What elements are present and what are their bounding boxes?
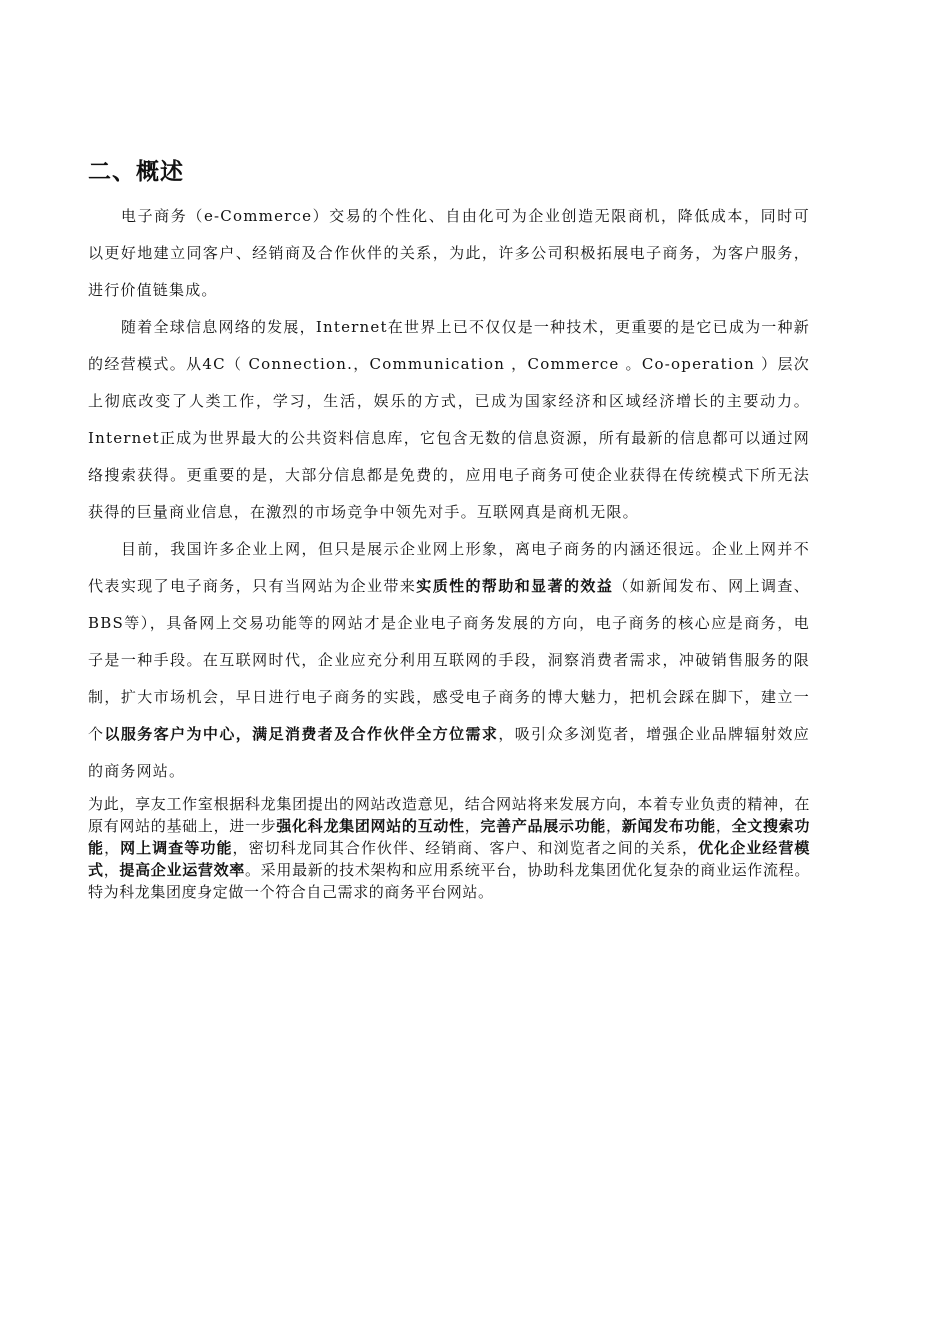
text-run: ，	[464, 817, 481, 835]
text-run: ，吸引众多浏览者，增强企业品牌辐射效应的商务网站。	[88, 725, 810, 780]
emphasis-text: 全文搜索功能	[88, 817, 810, 857]
text-run: （如新闻发布、网上调查、BBS等），具备网上交易功能等的网站才是企业电子商务发展的方向，电子商务的核心应是商务，电子是一种手段。在互联网时代，企业应充分利用互联网的手段，洞察消费者需求，冲破销售服务的限制，扩大市场机会，早日进行电子商务的实践，感受电子商务的博大魅力，把机会踩在脚下，建立一个	[88, 577, 810, 743]
body-text	[88, 198, 810, 903]
section-heading: 二、概述	[88, 159, 184, 185]
emphasis-text: 完善产品展示功能	[480, 817, 606, 835]
text-run: 。采用最新的技术架构和应用系统平台，协助科龙集团优化复杂的商业运作流程。特为科龙集团度身定做一个符合自己需求的商务平台网站。	[88, 861, 810, 901]
emphasis-text: 强化科龙集团网站的互动性	[276, 817, 465, 835]
emphasis-text: 优化企业经营模式	[88, 839, 811, 879]
text-run: 目前，我国许多企业上网，但只是展示企业网上形象，离电子商务的内涵还很远。企业上网并不代表实现了电子商务，只有当网站为企业带来	[88, 540, 810, 595]
emphasis-text: 实质性的帮助和显著的效益	[416, 577, 614, 595]
emphasis-text: 以服务客户为中心，满足消费者及合作伙伴全方位需求	[104, 725, 499, 743]
paragraph-proposal	[88, 793, 810, 903]
text-run: ，	[103, 861, 120, 879]
paragraph-ecommerce-intro: 电子商务（e-Commerce）交易的个性化、自由化可为企业创造无限商机，降低成本，同时可以更好地建立同客户、经销商及合作伙伴的关系，为此，许多公司积极拓展电子商务，为客户服务，进行价值链集成。	[88, 207, 810, 299]
emphasis-text: 新闻发布功能	[621, 817, 716, 835]
emphasis-text: 提高企业运营效率	[119, 861, 245, 879]
paragraph-internet: 随着全球信息网络的发展，Internet在世界上已不仅仅是一种技术，更重要的是它已成为一种新的经营模式。从4C（ Connection.，Communication ，Commerce 。Co-operation ）层次上彻底改变了人类工作，学习，生活，娱乐的方式，已成为国家经济和区域经济增长的主要动力。Internet正成为世界最大的公共资料信息库，它包含无数的信息资源，所有最新的信息都可以通过网络搜索获得。更重要的是，大部分信息都是免费的，应用电子商务可使企业获得在传统模式下所无法获得的巨量商业信息，在激烈的市场竞争中领先对手。互联网真是商机无限。	[88, 318, 810, 521]
text-run: 为此，享友工作室根据科龙集团提出的网站改造意见，结合网站将来发展方向，本着专业负责的精神，在原有网站的基础上，进一步	[88, 795, 810, 835]
paragraph-current-status	[88, 531, 810, 790]
text-run: ，	[104, 839, 121, 857]
text-run: ，密切科龙同其合作伙伴、经销商、客户、和浏览者之间的关系，	[232, 839, 699, 857]
text-run: ，	[606, 817, 622, 835]
emphasis-text: 网上调查等功能	[120, 839, 233, 857]
text-run: ，	[715, 817, 732, 835]
